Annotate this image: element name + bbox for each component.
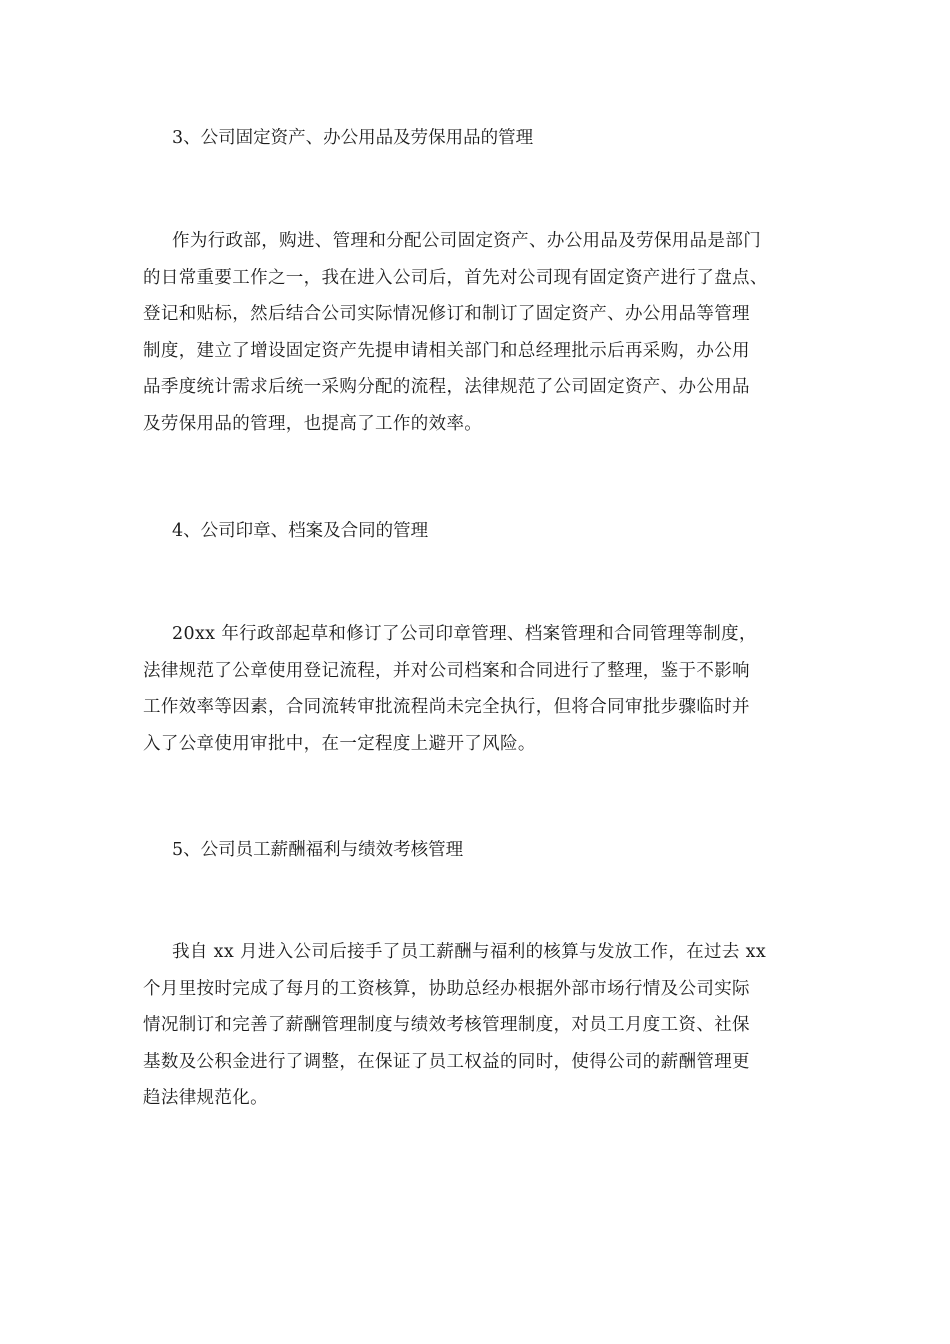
paragraph-line: 法律规范了公章使用登记流程，并对公司档案和合同进行了整理，鉴于不影响 (143, 660, 750, 681)
section-3-paragraph (143, 223, 823, 442)
paragraph-line: 基数及公积金进行了调整，在保证了员工权益的同时，使得公司的薪酬管理更 (143, 1051, 750, 1072)
paragraph-line: 趋法律规范化。 (143, 1088, 268, 1108)
section-3-heading: 3、公司固定资产、办公用品及劳保用品的管理 (172, 128, 534, 148)
section-4-heading: 4、公司印章、档案及合同的管理 (172, 521, 429, 541)
paragraph-line: 登记和贴标，然后结合公司实际情况修订和制订了固定资产、办公用品等管理 (143, 304, 750, 324)
paragraph-line: 入了公章使用审批中，在一定程度上避开了风险。 (143, 733, 536, 754)
paragraph-line: 20xx 年行政部起草和修订了公司印章管理、档案管理和合同管理等制度， (172, 624, 757, 644)
paragraph-line: 工作效率等因素，合同流转审批流程尚未完全执行，但将合同审批步骤临时并 (143, 697, 750, 717)
paragraph-line: 的日常重要工作之一，我在进入公司后，首先对公司现有固定资产进行了盘点、 (143, 267, 768, 288)
paragraph-line: 品季度统计需求后统一采购分配的流程，法律规范了公司固定资产、办公用品 (143, 377, 750, 397)
paragraph-line: 个月里按时完成了每月的工资核算，协助总经办根据外部市场行情及公司实际 (143, 978, 750, 999)
paragraph-line: 制度，建立了增设固定资产先提申请相关部门和总经理批示后再采购，办公用 (143, 340, 750, 361)
section-5-paragraph (143, 934, 823, 1117)
section-4-paragraph (143, 616, 823, 762)
paragraph-line: 情况制订和完善了薪酬管理制度与绩效考核管理制度，对员工月度工资、社保 (143, 1015, 750, 1035)
paragraph-line: 我自 xx 月进入公司后接手了员工薪酬与福利的核算与发放工作，在过去 xx (172, 942, 767, 962)
paragraph-line: 作为行政部，购进、管理和分配公司固定资产、办公用品及劳保用品是部门 (172, 231, 762, 251)
paragraph-line: 及劳保用品的管理，也提高了工作的效率。 (143, 413, 483, 434)
section-5-heading: 5、公司员工薪酬福利与绩效考核管理 (172, 840, 464, 860)
